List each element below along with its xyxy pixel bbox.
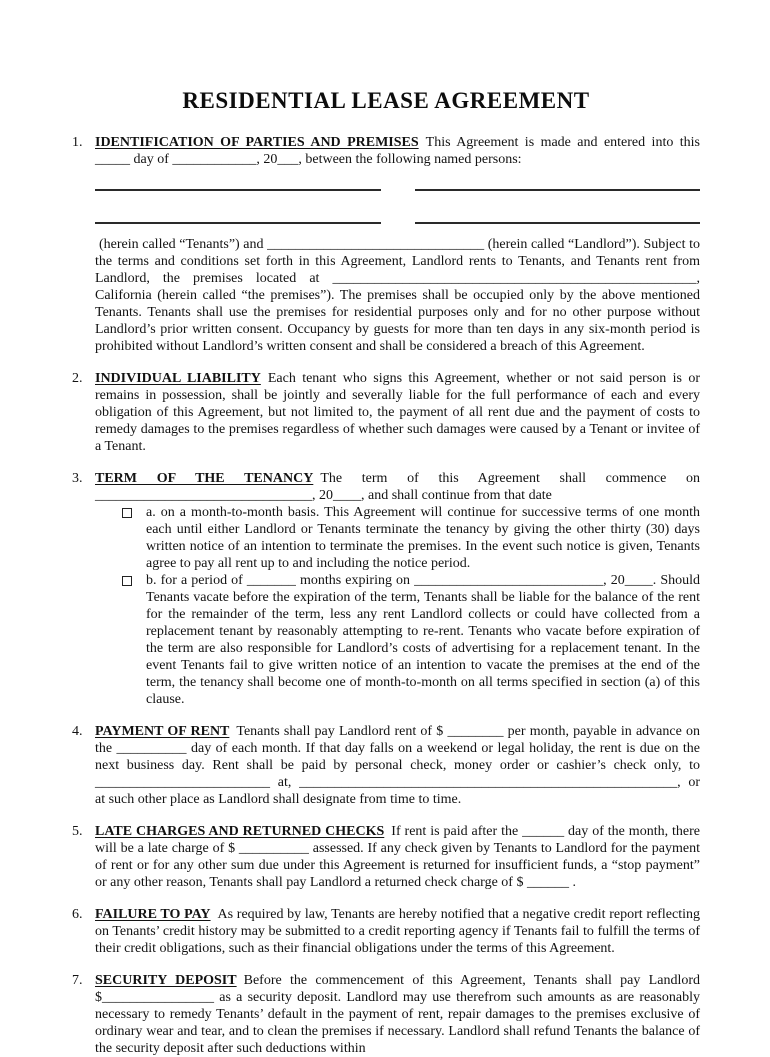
section-1-intro-paragraph xyxy=(95,134,700,168)
section-2-text: Each tenant who signs this Agreement, whether or not said person is or remains in possession, shall be jointly and severally liable for the full performance of each and every obligation of this Agreement, but not limited to, the payment of all rent due and the payment of costs to remedy damages to the premises regardless of whether such damages were caused by a Tenant or invitee of a Tenant. xyxy=(95,371,700,454)
term-option-month-to-month xyxy=(95,504,700,572)
section-6-text: As required by law, Tenants are hereby notified that a negative credit report reflecting on Tenants’ credit history may be submitted to a credit reporting agency if Tenants fail to fulfill the terms of their credit obligations, such as their financial obligations under the terms of this Agreement. xyxy=(95,907,700,956)
section-2-heading: INDIVIDUAL LIABILITY xyxy=(95,371,261,386)
section-5-heading: LATE CHARGES AND RETURNED CHECKS xyxy=(95,824,385,839)
named-persons-blank-lines xyxy=(95,168,700,224)
section-5-text: If rent is paid after the ______ day of the month, there will be a late charge of $ __________ assessed. If any check given by Tenants to Landlord for the payment of rent or for any other sum due under this Agreement is returned for insufficient funds, a “stop payment” or any other reason, Tenants shall pay Landlord a returned check charge of $ ______ . xyxy=(95,824,700,890)
section-5-paragraph xyxy=(95,823,700,891)
section-security-deposit xyxy=(72,972,700,1057)
section-individual-liability xyxy=(72,370,700,455)
section-number: 2. xyxy=(72,371,83,386)
section-3-heading: TERM OF THE TENANCY xyxy=(95,471,314,486)
section-1-heading: IDENTIFICATION OF PARTIES AND PREMISES xyxy=(95,135,419,150)
section-6-heading: FAILURE TO PAY xyxy=(95,907,211,922)
section-1-intro-text: This Agreement is made and entered into this _____ day of ____________, 20___, between the following named persons: xyxy=(95,135,700,167)
section-7-text: Before the commencement of this Agreement, Tenants shall pay Landlord $________________ as a security deposit. Landlord may use therefrom such amounts as are reasonably necessary to remedy Tenants’ default in the payment of rent, repair damages to the premises exclusive of ordinary wear and tear, and to clean the premises if necessary. Landlord shall refund Tenants the balance of the security deposit after such deductions within xyxy=(95,973,701,1056)
section-1-continuation-paragraph: (herein called “Tenants”) and _______________________________ (herein called “Landlord”). Subject to the terms and conditions set forth in this Agreement, Landlord rents to Tenants, and Tenants rent from Landlord, the premises located at ____________________________________________________, California (herein called “the premises”). The premises shall be occupied only by the above mentioned Tenants. Tenants shall use the premises for residential purposes only and for no other purpose without Landlord’s prior written consent. Occupancy by guests for more than ten days in any six-month period is prohibited without Landlord’s written consent and shall be considered a breach of this Agreement. xyxy=(95,237,700,354)
section-payment-of-rent xyxy=(72,723,700,808)
section-number: 1. xyxy=(72,135,83,150)
term-option-a-text: a. on a month-to-month basis. This Agreement will continue for successive terms of one month each until either Landlord or Tenants terminate the tenancy by giving the other thirty (30) days written notice of an intention to terminate the premises. In the event such notice is given, Tenants agree to pay all rent up to and including the notice period. xyxy=(146,505,700,571)
section-6-paragraph xyxy=(95,906,700,957)
tenant-name-line-1 xyxy=(95,168,381,191)
tenant-name-line-2 xyxy=(415,168,701,191)
checkbox-month-to-month-icon[interactable] xyxy=(122,508,132,518)
section-3-intro-text: The term of this Agreement shall commence on _______________________________, 20____, and shall continue from that date xyxy=(95,471,700,503)
document-title: RESIDENTIAL LEASE AGREEMENT xyxy=(182,88,590,113)
section-4-heading: PAYMENT OF RENT xyxy=(95,724,230,739)
tenant-name-line-4 xyxy=(415,191,701,224)
term-option-b-text: b. for a period of _______ months expiring on ___________________________, 20____. Should Tenants vacate before the expiration of the term, Tenants shall be liable for the balance of the rent for the remainder of the term, less any rent Landlord collects or could have collected from a replacement tenant by reasonably attempting to re-rent. Tenants who vacate before expiration of the term are also responsible for Landlord’s costs of advertising for a replacement tenant. In the event Tenants fail to give written notice of an intention to vacate the premises at the end of the term, the tenancy shall become one of month-to-month on all terms specified in section (a) of this clause. xyxy=(146,573,700,707)
section-3-intro-paragraph xyxy=(95,470,700,504)
section-2-paragraph xyxy=(95,370,700,455)
section-number: 4. xyxy=(72,724,83,739)
section-7-heading: SECURITY DEPOSIT xyxy=(95,973,237,988)
section-number: 3. xyxy=(72,471,83,486)
section-7-paragraph xyxy=(95,972,700,1057)
checkbox-fixed-period-icon[interactable] xyxy=(122,576,132,586)
section-number: 5. xyxy=(72,824,83,839)
section-4-paragraph xyxy=(95,723,700,808)
section-number: 7. xyxy=(72,973,83,988)
section-late-charges xyxy=(72,823,700,891)
section-term-of-tenancy xyxy=(72,470,700,708)
section-number: 6. xyxy=(72,907,83,922)
tenant-name-line-3 xyxy=(95,191,381,224)
section-4-text: Tenants shall pay Landlord rent of $ ________ per month, payable in advance on the __________ day of each month. If that day falls on a weekend or legal holiday, the rent is due on the next business day. Rent shall be paid by personal check, money order or cashier’s check only, to _________________________ at, ______________________________________________________, or at such other place as Landlord shall designate from time to time. xyxy=(95,724,700,807)
section-identification-of-parties xyxy=(72,134,700,355)
section-failure-to-pay xyxy=(72,906,700,957)
term-option-fixed-period xyxy=(95,572,700,708)
